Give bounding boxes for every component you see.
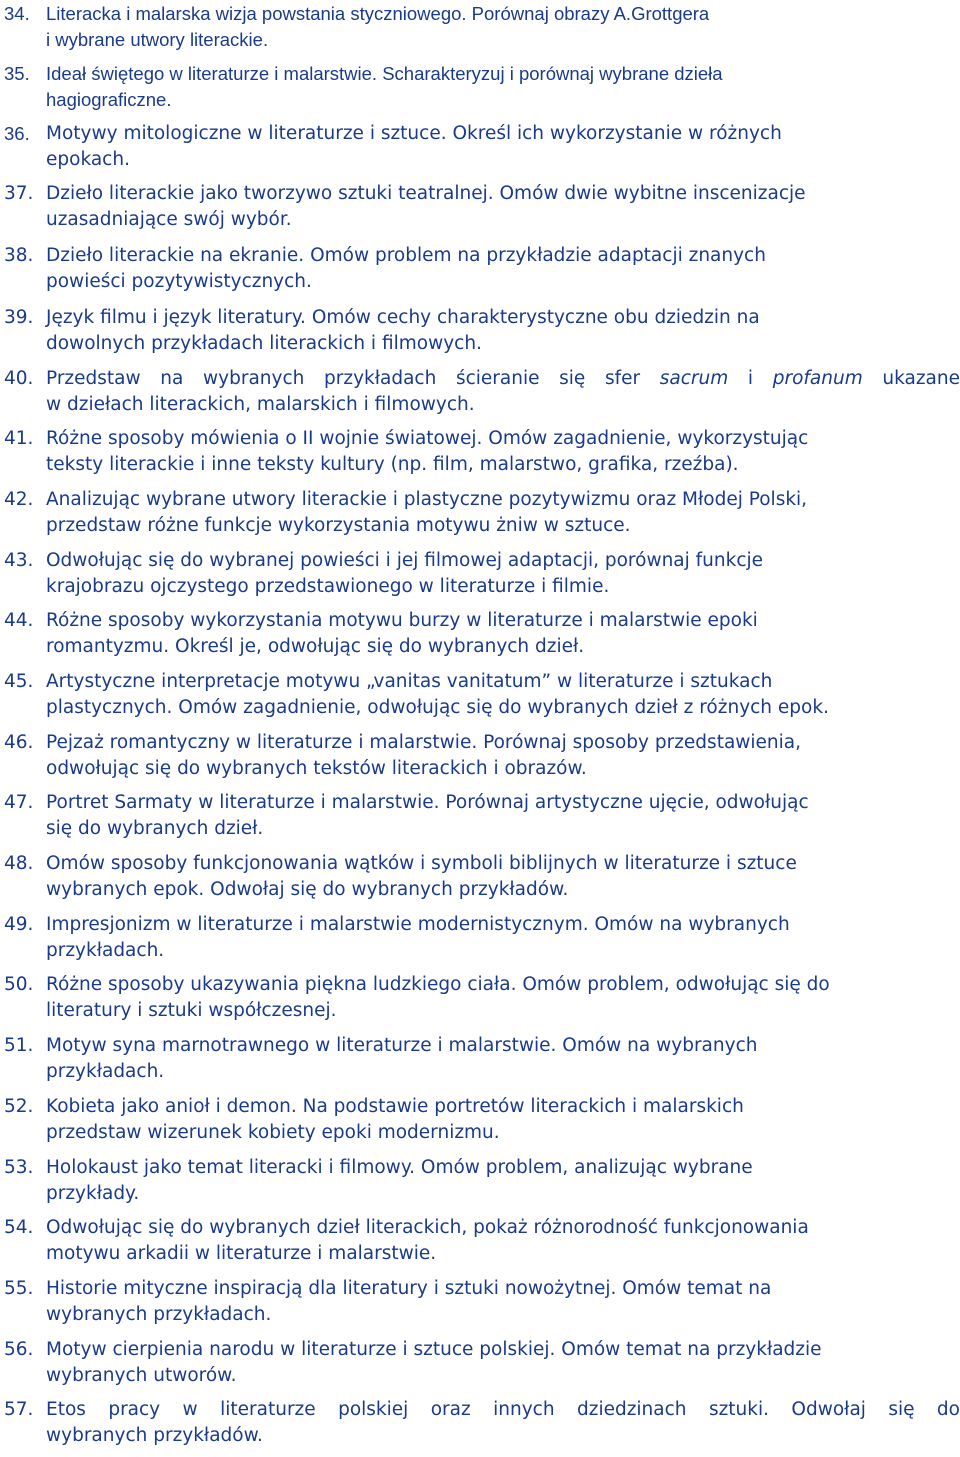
item-text-line: motywu arkadii w literaturze i malarstwie. (46, 1243, 437, 1264)
list-item (0, 1155, 960, 1215)
item-text-line: powieści pozytywistycznych. (46, 271, 312, 292)
list-item (0, 1337, 960, 1397)
item-text-line: Odwołując się do wybranych dzieł literackich, pokaż różnorodność funkcjonowania (46, 1217, 809, 1238)
item-text-line: Ideał świętego w literaturze i malarstwie. Scharakteryzuj i porównaj wybrane dzieła (46, 63, 723, 84)
list-item (0, 366, 960, 426)
item-number: 49. (4, 914, 34, 935)
item-number: 44. (4, 610, 34, 631)
item-text-line: Pejzaż romantyczny w literaturze i malarstwie. Porównaj sposoby przedstawienia, (46, 732, 802, 753)
item-text-line: przykładach. (46, 940, 165, 961)
item-text-line: Etos pracy w literaturze polskiej oraz innych dziedzinach sztuki. Odwołaj się do (46, 1399, 960, 1420)
item-text-line: przykłady. (46, 1183, 140, 1204)
term-profanum: profanum (772, 368, 863, 389)
item-number: 55. (4, 1278, 34, 1299)
item-number: 53. (4, 1157, 34, 1178)
list-item (0, 426, 960, 486)
item-number: 34. (4, 3, 30, 24)
item-text-line: krajobrazu ojczystego przedstawionego w literaturze i filmie. (46, 576, 610, 597)
item-text-line: uzasadniające swój wybór. (46, 209, 292, 230)
item-number: 42. (4, 489, 34, 510)
item-text-line: Różne sposoby mówienia o II wojnie światowej. Omów zagadnienie, wykorzystując (46, 428, 809, 449)
item-text-line: plastycznych. Omów zagadnienie, odwołując się do wybranych dzieł z różnych epok. (46, 697, 829, 718)
item-text-line: odwołując się do wybranych tekstów literackich i obrazów. (46, 758, 587, 779)
item-number: 37. (4, 183, 34, 204)
list-item (0, 1215, 960, 1275)
item-number: 56. (4, 1339, 34, 1360)
item-text-line: Motywy mitologiczne w literaturze i sztuce. Określ ich wykorzystanie w różnych (46, 123, 782, 144)
item-text-line: hagiograficzne. (46, 89, 172, 110)
item-number: 45. (4, 671, 34, 692)
item-number: 38. (4, 245, 34, 266)
list-item (0, 608, 960, 668)
item-text-line: wybranych przykładach. (46, 1304, 272, 1325)
item-text-line: Odwołując się do wybranej powieści i jej filmowej adaptacji, porównaj funkcje (46, 550, 764, 571)
item-text-line: Motyw cierpienia narodu w literaturze i sztuce polskiej. Omów temat na przykładzie (46, 1339, 822, 1360)
item-text-line: Portret Sarmaty w literaturze i malarstwie. Porównaj artystyczne ujęcie, odwołując (46, 792, 809, 813)
item-text-line: wybranych epok. Odwołaj się do wybranych przykładów. (46, 879, 569, 900)
item-number: 52. (4, 1096, 34, 1117)
item-number: 50. (4, 974, 34, 995)
item-number: 47. (4, 792, 34, 813)
item-text-line: epokach. (46, 149, 130, 170)
item-text-line: wybranych utworów. (46, 1365, 237, 1386)
list-item (0, 1397, 960, 1457)
list-item (0, 487, 960, 547)
item-number: 51. (4, 1035, 34, 1056)
item-text-line: Literacka i malarska wizja powstania styczniowego. Porównaj obrazy A.Grottgera (46, 3, 710, 24)
item-text-line: wybranych przykładów. (46, 1425, 263, 1446)
item-text-line: się do wybranych dzieł. (46, 818, 264, 839)
item-text-line: literatury i sztuki współczesnej. (46, 1000, 337, 1021)
list-item (0, 851, 960, 911)
item-text-line: w dziełach literackich, malarskich i filmowych. (46, 394, 475, 415)
list-item (0, 548, 960, 608)
item-text-line: i wybrane utwory literackie. (46, 29, 269, 50)
item-text-line: Kobieta jako anioł i demon. Na podstawie portretów literackich i malarskich (46, 1096, 744, 1117)
item-number: 43. (4, 550, 34, 571)
item-text-line: romantyzmu. Określ je, odwołując się do wybranych dzieł. (46, 636, 585, 657)
item-text-line: Różne sposoby ukazywania piękna ludzkiego ciała. Omów problem, odwołując się do (46, 974, 830, 995)
list-item (0, 1094, 960, 1154)
list-item (0, 181, 960, 241)
item-number: 41. (4, 428, 34, 449)
item-text-line: przedstaw różne funkcje wykorzystania motywu żniw w sztuce. (46, 515, 631, 536)
list-item (0, 305, 960, 365)
item-number: 54. (4, 1217, 34, 1238)
list-item (0, 1033, 960, 1093)
item-number: 57. (4, 1399, 34, 1420)
list-item (0, 790, 960, 850)
item-text-line: Dzieło literackie na ekranie. Omów problem na przykładzie adaptacji znanych (46, 245, 766, 266)
item-number: 46. (4, 732, 34, 753)
item-text-line: Holokaust jako temat literacki i filmowy. Omów problem, analizując wybrane (46, 1157, 753, 1178)
list-item (0, 121, 960, 181)
item-text-line: Motyw syna marnotrawnego w literaturze i malarstwie. Omów na wybranych (46, 1035, 758, 1056)
item-text-line: teksty literackie i inne teksty kultury (np. film, malarstwo, grafika, rzeźba). (46, 454, 739, 475)
item-text-line: Przedstaw na wybranych przykładach ścieranie się sfer sacrum i profanum ukazane (46, 368, 960, 389)
item-text-line: Język filmu i język literatury. Omów cechy charakterystyczne obu dziedzin na (46, 307, 760, 328)
list-item (0, 1, 960, 61)
item-text-line: Omów sposoby funkcjonowania wątków i symboli biblijnych w literaturze i sztuce (46, 853, 797, 874)
item-number: 39. (4, 307, 34, 328)
list-item (0, 243, 960, 303)
item-text-line: przedstaw wizerunek kobiety epoki modernizmu. (46, 1122, 500, 1143)
item-text-line: Artystyczne interpretacje motywu „vanitas vanitatum” w literaturze i sztukach (46, 671, 773, 692)
item-text-line: Różne sposoby wykorzystania motywu burzy w literaturze i malarstwie epoki (46, 610, 758, 631)
item-text-line: Impresjonizm w literaturze i malarstwie modernistycznym. Omów na wybranych (46, 914, 790, 935)
item-text-line: Dzieło literackie jako tworzywo sztuki teatralnej. Omów dwie wybitne inscenizacje (46, 183, 806, 204)
item-text-line: dowolnych przykładach literackich i filmowych. (46, 333, 482, 354)
item-text-line: przykładach. (46, 1061, 165, 1082)
list-item (0, 61, 960, 121)
item-number: 35. (4, 63, 30, 84)
term-sacrum: sacrum (659, 368, 729, 389)
item-number: 36. (4, 123, 30, 144)
item-text-line: Analizując wybrane utwory literackie i plastyczne pozytywizmu oraz Młodej Polski, (46, 489, 808, 510)
list-item (0, 972, 960, 1032)
item-number: 40. (4, 368, 34, 389)
list-item (0, 730, 960, 790)
list-item (0, 669, 960, 729)
list-item (0, 912, 960, 972)
list-item (0, 1276, 960, 1336)
item-text-line: Historie mityczne inspiracją dla literatury i sztuki nowożytnej. Omów temat na (46, 1278, 772, 1299)
item-number: 48. (4, 853, 34, 874)
